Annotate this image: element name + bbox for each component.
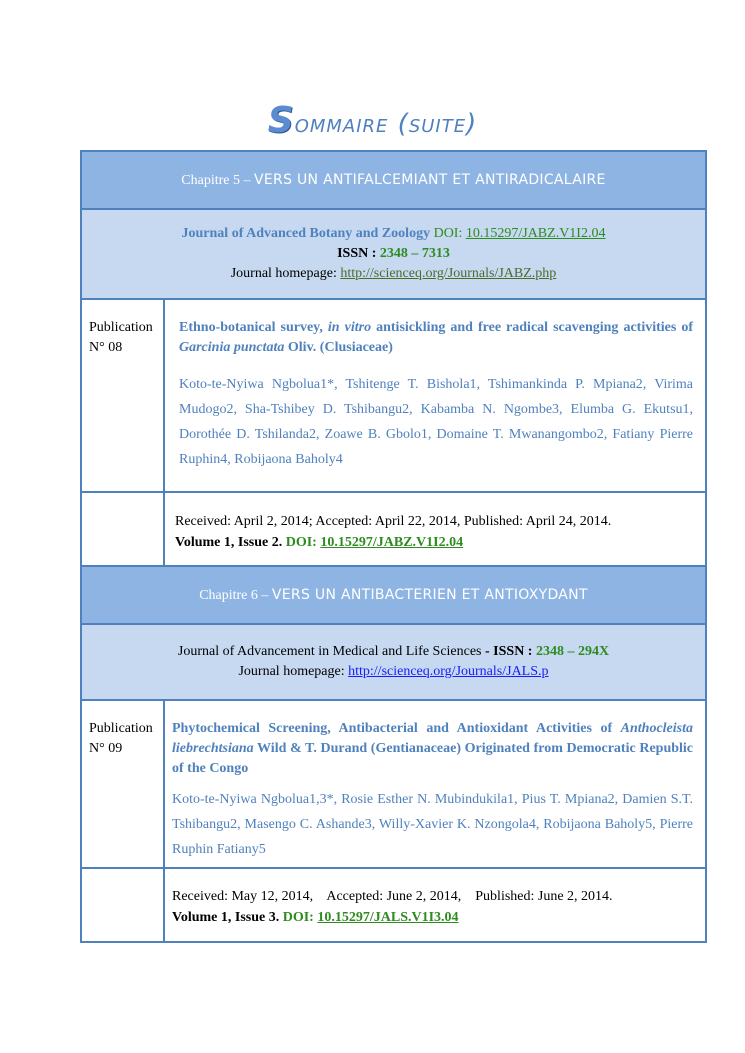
empty-cell: [81, 868, 164, 942]
journal-1-line3: [82, 264, 705, 284]
title-rest: ommaire (suite): [294, 109, 478, 139]
page-title: [0, 100, 745, 141]
chapter-6-header: [81, 566, 706, 624]
journal-2-homepage-link[interactable]: http://scienceq.org/Journals/JALS.p: [348, 664, 549, 679]
article-2-doi-label: DOI:: [282, 910, 318, 925]
article-2-title: Phytochemical Screening, Antibacterial and Antioxidant Activities of Anthocleista liebrechtsiana Wild & T. Durand (Gentianaceae) Originated from Democratic Republic of the Congo: [172, 721, 694, 776]
journal-2-issn-label: - ISSN :: [481, 644, 536, 659]
journal-1-issn-label: ISSN :: [337, 246, 380, 261]
article-1-dates-cell: [164, 492, 706, 566]
article-2-authors: Koto-te-Nyiwa Ngbolua1,3*, Rosie Esther N. Mubindukila1, Pius T. Mpiana2, Damien S.T. Tshibangu2, Masengo C. Ashande3, Willy-Xavier K. Nzongola4, Robijaona Baholy5, Pierre Ruphin Fatiany5: [172, 792, 694, 857]
article-1-authors: Koto-te-Nyiwa Ngbolua1*, Tshitenge T. Bishola1, Tshimankinda P. Mpiana2, Virima Mudogo2, Sha-Tshibey D. Tshibangu2, Kabamba N. Ngombe3, Elumba G. Ekutsu1, Dorothée D. Tshilanda2, Zoawe B. Gbolo1, Domaine T. Mwanangombo2, Fatiany Pierre Ruphin4, Robijaona Baholy4: [179, 377, 694, 467]
journal-1-row: [81, 209, 706, 299]
chapter-5-header: [81, 151, 706, 209]
journal-2-homepage-label: Journal homepage:: [238, 664, 349, 679]
journal-2-line2: [82, 662, 705, 682]
journal-1-name: Journal of Advanced Botany and Zoology: [181, 226, 431, 241]
journal-2-issn: 2348 – 294X: [535, 644, 610, 659]
journal-1-info: [81, 209, 706, 299]
article-2-dates: Received: May 12, 2014, Accepted: June 2, 2014, Published: June 2, 2014.: [172, 889, 613, 904]
summary-table: [80, 150, 707, 943]
article-2-volume: Volume 1, Issue 3.: [172, 910, 283, 925]
article-2-volume-line: [172, 907, 705, 928]
journal-1-doi-link[interactable]: 10.15297/JABZ.V1I2.04: [465, 226, 606, 241]
article-2-row: [81, 700, 706, 868]
journal-1-homepage-label: Journal homepage:: [230, 266, 341, 281]
article-1-volume: Volume 1, Issue 2.: [175, 535, 286, 550]
article-2-dates-row: [81, 868, 706, 942]
chapter-5-heading: VERS UN ANTIFALCEMIANT ET ANTIRADICALAIRE: [254, 171, 606, 188]
journal-1-issn: 2348 – 7313: [379, 246, 450, 261]
journal-2-row: [81, 624, 706, 700]
chapter-6-label: Chapitre 6 –: [199, 587, 272, 603]
journal-1-doi-label: DOI:: [430, 226, 466, 241]
article-1-dates: Received: April 2, 2014; Accepted: April 22, 2014, Published: April 24, 2014.: [175, 514, 612, 529]
article-2-dates-cell: [164, 868, 706, 942]
article-1-volume-line: [175, 532, 705, 553]
chapter-5-header-row: [81, 151, 706, 209]
journal-2-line1: [82, 642, 705, 662]
article-2-doi-link[interactable]: 10.15297/JALS.V1I3.04: [317, 910, 459, 925]
empty-cell: [81, 492, 164, 566]
publication-09-label: Publication N° 09: [81, 700, 164, 868]
article-1-dates-row: [81, 492, 706, 566]
article-1-doi-link[interactable]: 10.15297/JABZ.V1I2.04: [320, 535, 464, 550]
title-initial: S: [267, 100, 295, 141]
chapter-5-label: Chapitre 5 –: [181, 172, 255, 188]
article-1-cell: [164, 299, 706, 492]
journal-1-homepage-link[interactable]: http://scienceq.org/Journals/JABZ.php: [340, 266, 557, 281]
publication-08-label: Publication N° 08: [81, 299, 164, 492]
chapter-6-heading: VERS UN ANTIBACTERIEN ET ANTIOXYDANT: [271, 586, 588, 603]
chapter-6-header-row: [81, 566, 706, 624]
article-1-row: [81, 299, 706, 492]
journal-2-name: Journal of Advancement in Medical and Life Sciences: [177, 644, 482, 659]
article-2-cell: [164, 700, 706, 868]
journal-1-line2: [82, 244, 705, 264]
journal-1-line1: [82, 224, 705, 244]
article-1-doi-label: DOI:: [285, 535, 321, 550]
journal-2-info: [81, 624, 706, 700]
article-1-title: Ethno-botanical survey, in vitro antisickling and free radical scavenging activities of Garcinia punctata Oliv. (Clusiaceae): [179, 320, 694, 355]
